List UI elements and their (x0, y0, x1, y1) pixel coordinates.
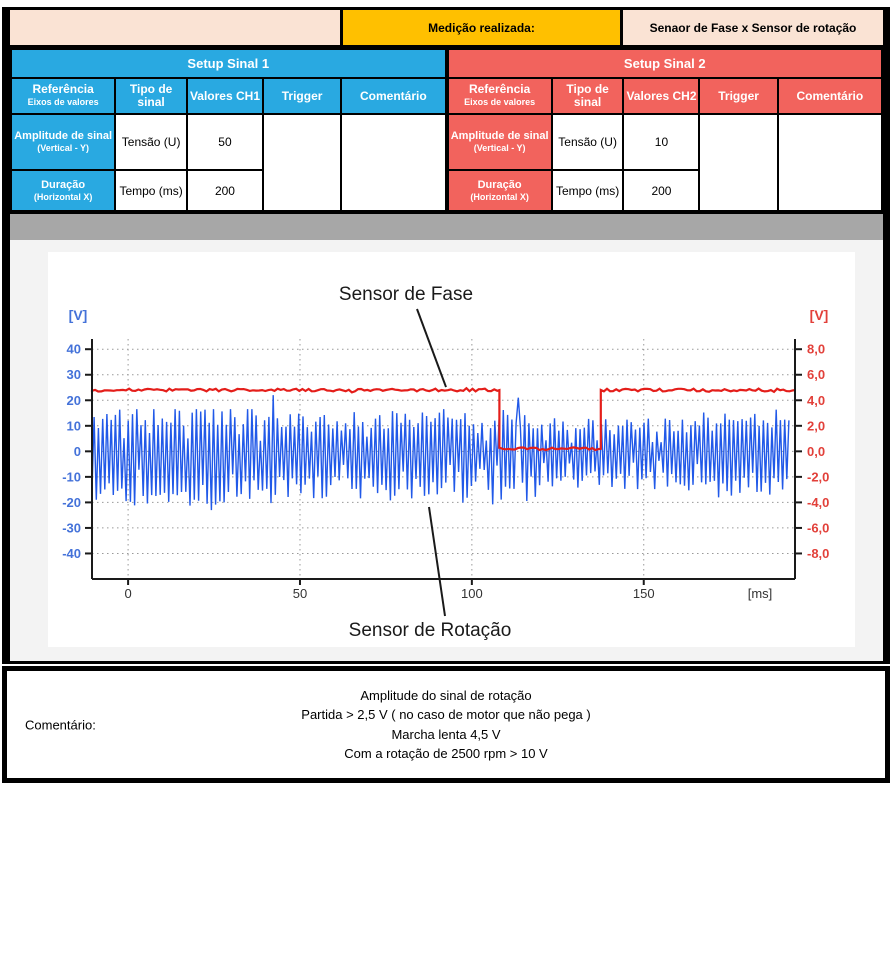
setup1-tipo-tensao: Tensão (U) (115, 114, 187, 170)
x-axis-tick-label: 100 (461, 586, 483, 601)
left-axis-tick-label: -10 (62, 469, 81, 485)
x-axis-unit-label: [ms] (747, 586, 773, 601)
setup1-amplitude-cell (11, 114, 115, 170)
oscilloscope-plot-box (48, 252, 855, 647)
setup2-duracao-cell (448, 170, 552, 211)
setup2-col-comentario: Comentário (778, 78, 882, 114)
setup1-duracao-label: Duração (41, 178, 86, 191)
setup-sinal-2-table (447, 48, 884, 212)
setup2-col-referencia (448, 78, 552, 114)
rotacao-signal-line (92, 395, 789, 510)
setup1-col-tipo (115, 78, 187, 114)
setup2-ref-header: Referência (468, 82, 531, 96)
annotation-sensor-de-fase: Sensor de Fase (338, 284, 474, 305)
left-axis-tick-label: 20 (66, 392, 81, 408)
comment-line: Marcha lenta 4,5 V (391, 726, 501, 742)
setup1-valor-ch1: 50 (187, 114, 263, 170)
measurement-value: Senaor de Fase x Sensor de rotação (649, 20, 857, 35)
setup1-duracao-cell (11, 170, 115, 211)
setup2-col-trigger: Trigger (699, 78, 777, 114)
setup1-title: Setup Sinal 1 (11, 49, 446, 78)
comment-text (301, 686, 590, 764)
right-axis-tick-label: -4,0 (807, 494, 830, 510)
left-axis-tick-label: 0 (73, 443, 81, 459)
left-axis-tick-label: 10 (66, 418, 81, 434)
right-axis-tick-label: -2,0 (807, 469, 830, 485)
x-axis-tick-label: 0 (124, 586, 132, 601)
left-axis-tick-label: -30 (62, 520, 81, 536)
setup1-col-referencia (11, 78, 115, 114)
left-axis-tick-label: 40 (66, 341, 81, 357)
right-axis-tick-label: 6,0 (807, 367, 826, 383)
setup2-duracao-label: Duração (477, 178, 522, 191)
annotation-line-fase (417, 309, 446, 387)
left-axis-tick-label: -40 (62, 545, 81, 561)
setup2-tipo-tempo: Tempo (ms) (552, 170, 624, 211)
setup2-tipo-header-l1: Tipo de (566, 82, 609, 96)
report-document (2, 7, 890, 664)
setup1-comentario-cell (341, 114, 445, 211)
right-axis-tick-label: 0,0 (807, 443, 826, 459)
setup2-valor-ch2: 10 (623, 114, 699, 170)
setup2-title: Setup Sinal 2 (448, 49, 883, 78)
setup1-col-trigger: Trigger (263, 78, 341, 114)
setup2-valor-tempo: 200 (623, 170, 699, 211)
comment-label: Comentário: (25, 717, 96, 732)
setup1-amplitude-label: Amplitude de sinal (14, 130, 113, 142)
header-band (10, 10, 883, 48)
annotation-line-rotacao (429, 507, 445, 616)
table-row (448, 114, 883, 170)
setup2-amplitude-label: Amplitude de sinal (450, 130, 549, 142)
x-axis-tick-label: 150 (632, 586, 655, 601)
setup1-tipo-tempo: Tempo (ms) (115, 170, 187, 211)
setup2-amplitude-sublabel: (Vertical - Y) (473, 143, 526, 153)
setup2-duracao-sublabel: (Horizontal X) (470, 191, 529, 202)
left-axis-tick-label: -20 (62, 494, 81, 510)
right-axis-tick-label: 8,0 (807, 341, 826, 357)
setup2-amplitude-cell (448, 114, 552, 170)
setup-sinal-1-table (10, 48, 447, 212)
table-row (11, 114, 446, 170)
setup2-tipo-header-l2: sinal (573, 95, 602, 109)
comment-box (2, 666, 890, 783)
gray-divider-band (10, 212, 883, 240)
graph-section (10, 240, 883, 661)
comment-line: Com a rotação de 2500 rpm > 10 V (344, 746, 548, 761)
setup1-amplitude-sublabel: (Vertical - Y) (37, 143, 90, 153)
right-axis-tick-label: -8,0 (807, 545, 830, 561)
setup-tables-row (10, 48, 883, 212)
left-axis-tick-label: 30 (66, 367, 81, 383)
measurement-label: Medição realizada: (340, 10, 623, 45)
setup1-trigger-cell (263, 114, 341, 211)
setup1-ref-subheader: Eixos de valores (27, 97, 99, 107)
setup2-col-valores: Valores CH2 (623, 78, 699, 114)
setup1-tipo-header-l2: sinal (137, 95, 165, 109)
setup1-tipo-header-l1: Tipo de (129, 82, 173, 96)
setup2-comentario-cell (778, 114, 882, 211)
setup2-ref-subheader: Eixos de valores (464, 97, 536, 107)
setup2-tipo-tensao: Tensão (U) (552, 114, 624, 170)
right-axis-unit-label: [V] (809, 307, 829, 323)
setup1-ref-header: Referência (32, 82, 94, 96)
right-axis-tick-label: 4,0 (807, 392, 826, 408)
right-axis-tick-label: -6,0 (807, 520, 830, 536)
setup1-col-comentario: Comentário (341, 78, 445, 114)
setup2-trigger-cell (699, 114, 777, 211)
setup1-valor-tempo: 200 (187, 170, 263, 211)
right-axis-tick-label: 2,0 (807, 418, 826, 434)
oscilloscope-chart (48, 252, 855, 647)
setup1-duracao-sublabel: (Horizontal X) (33, 191, 93, 202)
x-axis-tick-label: 50 (292, 586, 308, 601)
setup1-col-valores: Valores CH1 (187, 78, 263, 114)
left-axis-unit-label: [V] (68, 307, 88, 323)
comment-line: Partida > 2,5 V ( no caso de motor que não pega ) (301, 707, 591, 722)
setup2-col-tipo (552, 78, 624, 114)
comment-line: Amplitude do sinal de rotação (360, 687, 532, 703)
annotation-sensor-de-rotacao: Sensor de Rotação (348, 620, 512, 641)
header-empty-cell (10, 10, 340, 45)
